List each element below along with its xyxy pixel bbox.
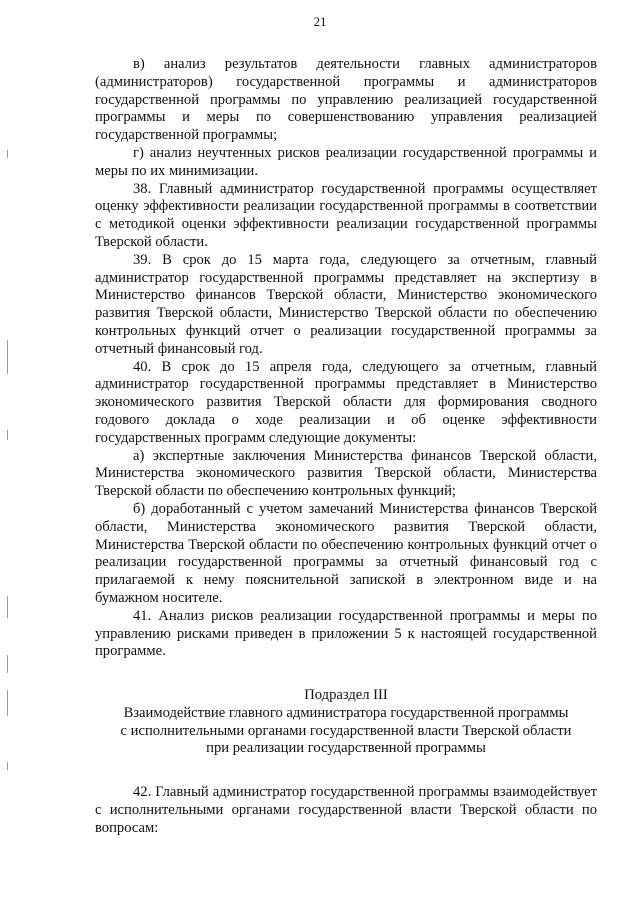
paragraph-42: 42. Главный администратор государственной программы взаимодействует с исполнительными органами государственной власти Тверской области по вопросам: (95, 784, 597, 836)
paragraph-40: 40. В срок до 15 апреля года, следующего за отчетным, главный администратор государственной программы представляет в Министерство экономического развития Тверской области для формирования сводного годового доклада о ходе реализации и об оценке эффективности государственных программ следующие документы: (95, 358, 597, 446)
paragraph-41: 41. Анализ рисков реализации государственной программы и меры по управлению рисками приведен в приложении 5 к настоящей государственной программе. (95, 607, 597, 660)
paragraph-39: 39. В срок до 15 марта года, следующего за отчетным, главный администратор государственной программы представляет на экспертизу в Министерство финансов Тверской области, Министерство экономического развития Тверской области, Министерство Тверской области по обеспечению контрольных функций отчет о реализации государственной программы за отчетный финансовый год. (95, 251, 597, 357)
paragraph-g: г) анализ неучтенных рисков реализации государственной программы и меры по их минимизации. (95, 144, 597, 179)
subsection-title-line-2: с исполнительными органами государственной власти Тверской области (120, 722, 572, 739)
scan-margin-mark (7, 430, 8, 440)
scan-margin-mark (7, 150, 8, 158)
scan-margin-mark (7, 762, 8, 770)
scan-margin-mark (7, 596, 8, 618)
paragraph-40-b: б) доработанный с учетом замечаний Министерства финансов Тверской области, Министерства экономического развития Тверской области, Министерства Тверской области по обеспечению контрольных функций отчет о реализации государственной программы за отчетный финансовый год с прилагаемой к нему пояснительной запиской в электронном виде и на бумажном носителе. (95, 500, 597, 606)
subsection-title-line-1: Взаимодействие главного администратора государственной программы (123, 704, 569, 721)
subsection-label: Подраздел III (304, 687, 388, 704)
scan-margin-mark (7, 340, 8, 374)
page-number: 21 (313, 14, 327, 29)
paragraph-38: 38. Главный администратор государственной программы осуществляет оценку эффективности реализации государственной программы в соответствии с методикой оценки эффективности реализации государственной программы Тверской области. (95, 180, 597, 250)
paragraph-v: в) анализ результатов деятельности главных администраторов (администраторов) государственной программы и администраторов государственной программы по управлению реализацией государственной программы и меры по совершенствованию управления реализацией государственной программы; (95, 56, 597, 144)
scan-margin-mark (7, 690, 8, 716)
subsection-heading (95, 687, 597, 758)
subsection-title-line-3: при реализации государственной программы (206, 740, 486, 757)
document-body (95, 56, 597, 838)
scan-margin-mark (7, 655, 8, 673)
paragraph-40-a: а) экспертные заключения Министерства финансов Тверской области, Министерства экономического развития Тверской области, Министерства Тверской области по обеспечению контрольных функций; (95, 447, 597, 500)
